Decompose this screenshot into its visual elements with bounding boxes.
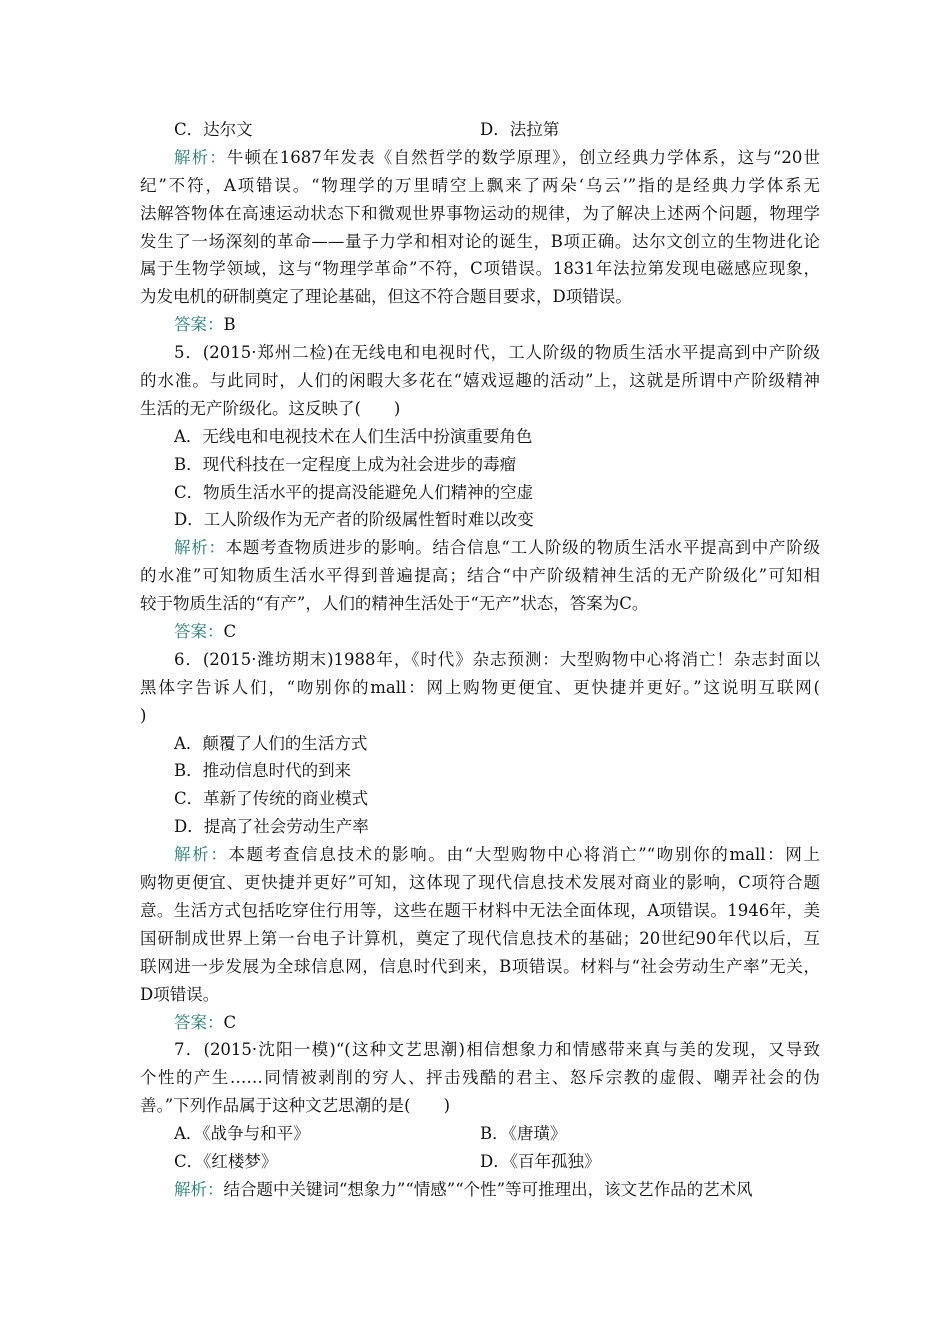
option-line — [140, 506, 820, 534]
option-text: D．《百年孤独》 — [480, 1151, 601, 1171]
line-text: 牛顿在1687年发表《自然哲学的数学原理》，创立经典力学体系，这与“20世 — [226, 147, 820, 167]
paragraph-line — [140, 869, 820, 897]
line-text: D项错误。 — [140, 984, 220, 1004]
line-text: 购物更便宜、更快捷并更好”可知，这体现了现代信息技术发展对商业的影响，C项符合题 — [140, 873, 820, 893]
option-text: A．《战争与和平》 — [174, 1124, 310, 1144]
answer-value: C — [223, 622, 237, 642]
line-text: 较于物质生活的“有产”，人们的精神生活处于“无产”状态，答案为C。 — [140, 594, 649, 614]
analysis-label: 解析： — [174, 1179, 224, 1199]
line-text: 结合题中关键词“想象力”“情感”“个性”等可推理出，该文艺作品的艺术风 — [223, 1179, 753, 1199]
option-row — [140, 116, 820, 144]
line-text: 意。生活方式包括吃穿住行用等，这些在题干材料中无法全面体现，A项错误。1946年，美 — [140, 900, 820, 920]
line-text: 发生了一场深刻的革命——量子力学和相对论的诞生，B项正确。达尔文创立的生物进化论 — [140, 231, 820, 251]
paragraph-line — [140, 1176, 820, 1204]
option-text: C．革新了传统的商业模式 — [174, 789, 369, 809]
paragraph-line — [140, 283, 820, 311]
paragraph-line — [140, 562, 820, 590]
option-line — [140, 423, 820, 451]
line-text: 为发电机的研制奠定了理论基础，但这不符合题目要求，D项错误。 — [140, 287, 632, 307]
option-line — [140, 451, 820, 479]
document-content — [140, 116, 820, 1204]
paragraph-line — [140, 674, 820, 702]
paragraph-line — [140, 200, 820, 228]
paragraph-line — [140, 367, 820, 395]
paragraph-line — [140, 255, 820, 283]
paragraph-line — [140, 953, 820, 981]
line-text: 本题考查物质进步的影响。结合信息“工人阶级的物质生活水平提高到中产阶级 — [225, 538, 821, 558]
option-text: D．工人阶级作为无产者的阶级属性暂时难以改变 — [174, 510, 534, 530]
answer-line — [140, 1009, 820, 1037]
analysis-label: 解析： — [174, 845, 229, 865]
line-text: 6．(2015·潍坊期末)1988年，《时代》杂志预测：大型购物中心将消亡！杂志封面以 — [174, 649, 820, 669]
line-text: 善。”下列作品属于这种文艺思潮的是( ) — [140, 1096, 451, 1116]
paragraph-line — [140, 395, 820, 423]
option-text: B．推动信息时代的到来 — [174, 761, 352, 781]
paragraph-line — [140, 339, 820, 367]
line-text: 属于生物学领域，这与“物理学革命”不符，C项错误。1831年法拉第发现电磁感应现象， — [140, 259, 820, 279]
line-text: 7．(2015·沈阳一模)“(这种文艺思潮)相信想象力和情感带来真与美的发现，又导致 — [174, 1040, 820, 1060]
paragraph-line — [140, 144, 820, 172]
line-text: 的水准”可知物质生活水平得到普遍提高；结合“中产阶级精神生活的无产阶级化”可知相 — [140, 566, 820, 586]
option-row — [140, 1148, 820, 1176]
answer-label: 答案： — [174, 622, 224, 642]
answer-line — [140, 618, 820, 646]
line-text: 法解答物体在高速运动状态下和微观世界事物运动的规律，为了解决上述两个问题，物理学 — [140, 203, 820, 223]
answer-line — [140, 311, 820, 339]
answer-label: 答案： — [174, 1012, 224, 1032]
option-text: B．现代科技在一定程度上成为社会进步的毒瘤 — [174, 454, 517, 474]
option-line — [140, 730, 820, 758]
paragraph-line — [140, 1036, 820, 1064]
option-line — [140, 785, 820, 813]
paragraph-line — [140, 897, 820, 925]
line-text: 国研制成世界上第一台电子计算机，奠定了现代信息技术的基础；20世纪90年代以后，互 — [140, 928, 820, 948]
line-text: 联网进一步发展为全球信息网，信息时代到来，B项错误。材料与“社会劳动生产率”无关， — [140, 956, 820, 976]
paragraph-line — [140, 534, 820, 562]
line-text: 黑体字告诉人们，“吻别你的mall：网上购物更便宜、更快捷并更好。”这说明互联网( — [140, 677, 820, 697]
option-line — [140, 757, 820, 785]
paragraph-line — [140, 172, 820, 200]
line-text: 的水准。与此同时，人们的闲暇大多花在“嬉戏逗趣的活动”上，这就是所谓中产阶级精神 — [140, 371, 820, 391]
answer-label: 答案： — [174, 315, 224, 335]
line-text: ) — [140, 705, 147, 725]
option-text: C．《红楼梦》 — [174, 1151, 278, 1171]
answer-value: B — [223, 315, 236, 335]
paragraph-line — [140, 925, 820, 953]
paragraph-line — [140, 981, 820, 1009]
line-text: 5．(2015·郑州二检)在无线电和电视时代，工人阶级的物质生活水平提高到中产阶级 — [174, 343, 820, 363]
paragraph-line — [140, 590, 820, 618]
option-text: C．物质生活水平的提高没能避免人们精神的空虚 — [174, 482, 534, 502]
option-text: B．《唐璜》 — [480, 1124, 567, 1144]
analysis-label: 解析： — [174, 538, 226, 558]
paragraph-line — [140, 646, 820, 674]
option-row — [140, 1120, 820, 1148]
analysis-label: 解析： — [174, 147, 227, 167]
option-text: D．提高了社会劳动生产率 — [174, 817, 369, 837]
paragraph-line — [140, 702, 820, 730]
option-line — [140, 813, 820, 841]
line-text: 本题考查信息技术的影响。由“大型购物中心将消亡”“吻别你的mall：网上 — [228, 845, 821, 865]
option-line — [140, 479, 820, 507]
option-text: A．无线电和电视技术在人们生活中扮演重要角色 — [174, 426, 533, 446]
answer-value: C — [223, 1012, 237, 1032]
line-text: 纪”不符，A项错误。“物理学的万里晴空上飘来了两朵‘乌云’”指的是经典力学体系无 — [140, 175, 820, 195]
paragraph-line — [140, 841, 820, 869]
paragraph-line — [140, 228, 820, 256]
paragraph-line — [140, 1092, 820, 1120]
option-text: A．颠覆了人们的生活方式 — [174, 733, 368, 753]
option-text: C．达尔文 — [174, 120, 253, 139]
line-text: 生活的无产阶级化。这反映了( ) — [140, 398, 401, 418]
line-text: 个性的产生……同情被剥削的穷人、抨击残酷的君主、怒斥宗教的虚假、嘲弄社会的伪 — [140, 1068, 820, 1088]
option-text: D．法拉第 — [480, 120, 560, 139]
paragraph-line — [140, 1064, 820, 1092]
